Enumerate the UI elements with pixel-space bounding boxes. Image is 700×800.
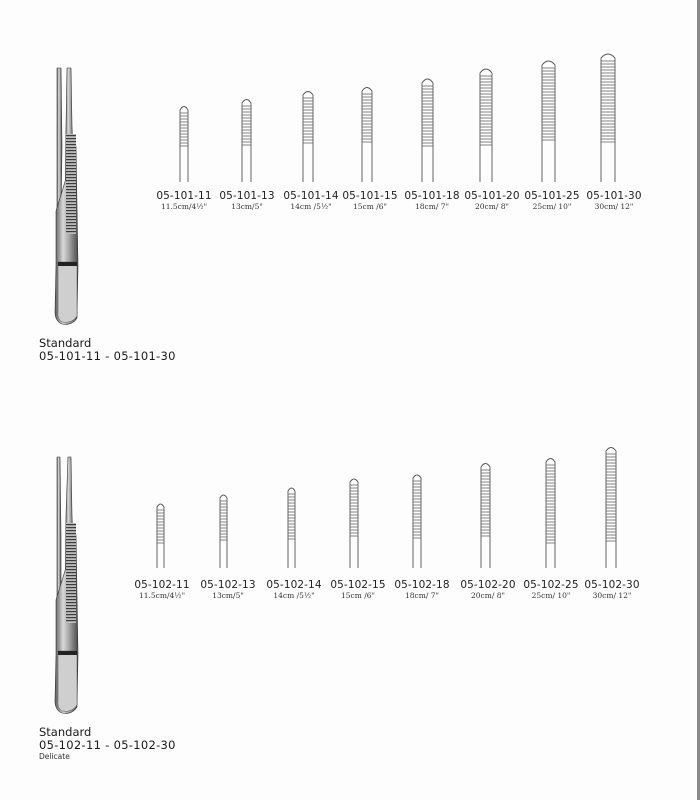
tip-illustration-05-101-30 — [600, 51, 616, 182]
product-size: 18cm/ 7" — [405, 591, 439, 600]
tip-illustration-05-102-14 — [287, 486, 296, 568]
product-label — [516, 579, 586, 601]
tip-illustration-05-101-25 — [541, 58, 556, 182]
product-label — [335, 190, 405, 212]
product-code: 05-101-15 — [342, 190, 398, 202]
product-code: 05-101-18 — [404, 190, 460, 202]
product-label — [577, 579, 647, 601]
tip-illustration-05-101-18 — [421, 76, 434, 182]
dressing-forceps-illustration — [48, 66, 80, 328]
tip-illustration-05-101-14 — [302, 89, 314, 182]
product-size: 18cm/ 7" — [415, 202, 449, 211]
product-label — [193, 579, 263, 601]
product-label — [127, 579, 197, 601]
product-label — [323, 579, 393, 601]
section-subtitle: Delicate — [39, 752, 70, 761]
product-code: 05-102-14 — [266, 579, 322, 591]
product-size: 13cm/5" — [212, 591, 244, 600]
tip-illustration-05-102-20 — [480, 461, 491, 568]
product-code: 05-102-15 — [330, 579, 386, 591]
product-size: 14cm /5½" — [290, 202, 332, 211]
product-code: 05-101-25 — [524, 190, 580, 202]
product-code: 05-102-25 — [523, 579, 579, 591]
tip-illustration-05-101-11 — [179, 104, 189, 182]
product-code: 05-102-13 — [200, 579, 256, 591]
product-code: 05-101-20 — [464, 190, 520, 202]
section-code-range: 05-102-11 - 05-102-30 — [39, 738, 176, 752]
product-size: 13cm/5" — [231, 202, 263, 211]
product-code: 05-101-13 — [219, 190, 275, 202]
section-title: Standard — [39, 336, 92, 350]
tip-illustration-05-102-13 — [219, 493, 228, 568]
product-code: 05-101-30 — [586, 190, 642, 202]
product-size: 15cm /6" — [341, 591, 375, 600]
tip-illustration-05-102-15 — [349, 477, 359, 568]
product-size: 30cm/ 12" — [594, 202, 634, 211]
product-size: 25cm/ 10" — [532, 202, 572, 211]
product-size: 25cm/ 10" — [531, 591, 571, 600]
product-label — [517, 190, 587, 212]
tip-illustration-05-101-13 — [241, 97, 252, 182]
product-size: 15cm /6" — [353, 202, 387, 211]
product-size: 30cm/ 12" — [592, 591, 632, 600]
product-code: 05-101-14 — [283, 190, 339, 202]
product-size: 20cm/ 8" — [475, 202, 509, 211]
product-section-standard — [0, 0, 697, 400]
product-size: 14cm /5½" — [273, 591, 315, 600]
product-label — [579, 190, 649, 212]
section-title: Standard — [39, 725, 92, 739]
product-label — [453, 579, 523, 601]
tip-illustration-05-102-11 — [156, 502, 165, 568]
product-code: 05-101-11 — [156, 190, 212, 202]
product-label — [149, 190, 219, 212]
section-code-range: 05-101-11 - 05-101-30 — [39, 349, 176, 363]
product-size: 20cm/ 8" — [471, 591, 505, 600]
product-code: 05-102-18 — [394, 579, 450, 591]
product-code: 05-102-30 — [584, 579, 640, 591]
tip-illustration-05-101-20 — [479, 66, 493, 182]
dressing-forceps-delicate-illustration — [48, 455, 80, 717]
tip-illustration-05-102-30 — [605, 445, 617, 568]
section-caption — [39, 337, 176, 363]
product-code: 05-102-20 — [460, 579, 516, 591]
product-code: 05-102-11 — [134, 579, 190, 591]
section-caption — [39, 726, 176, 762]
product-label — [259, 579, 329, 601]
tip-illustration-05-101-15 — [361, 85, 373, 182]
tip-illustration-05-102-25 — [545, 456, 556, 568]
tip-illustration-05-102-18 — [412, 473, 422, 568]
product-size: 11.5cm/4½" — [160, 202, 208, 211]
product-label — [387, 579, 457, 601]
product-section-standard-delicate — [0, 400, 697, 800]
product-size: 11.5cm/4½" — [138, 591, 186, 600]
product-label — [212, 190, 282, 212]
